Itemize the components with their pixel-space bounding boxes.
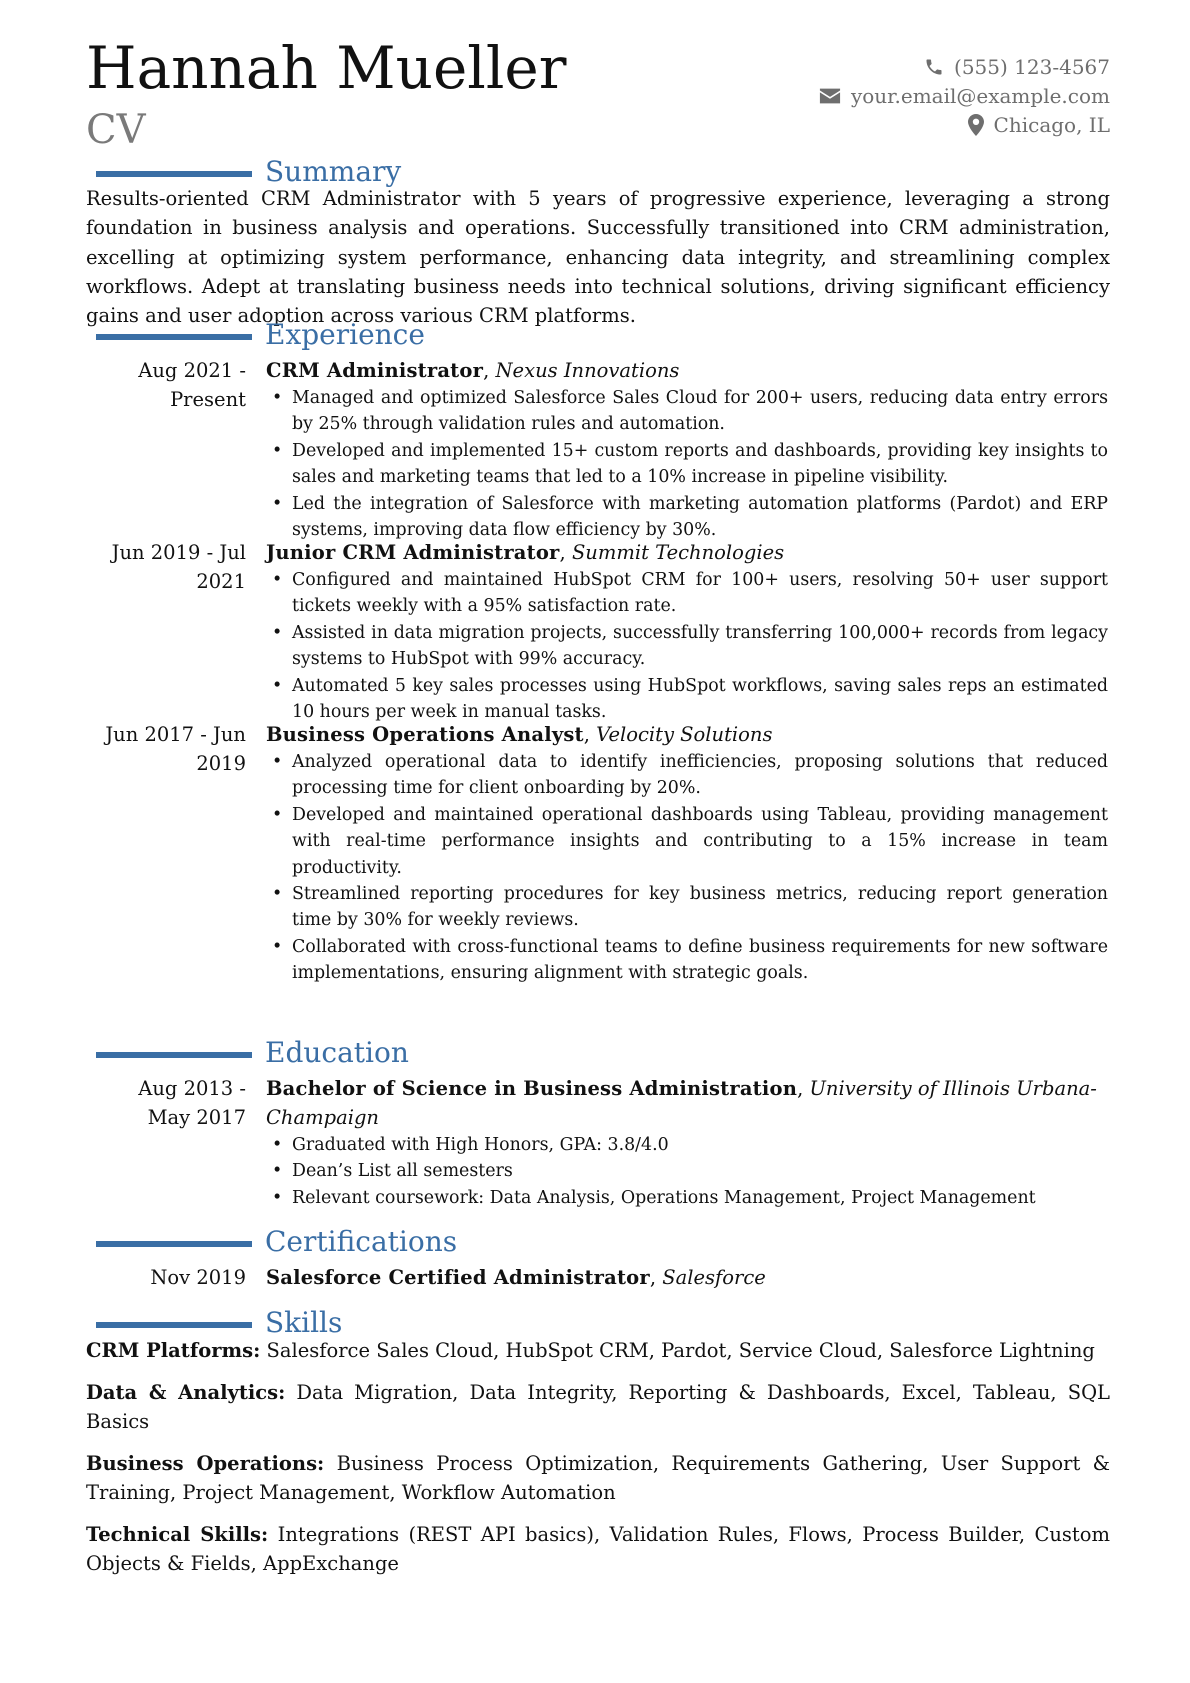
section-rule	[96, 171, 252, 177]
skill-items: Integrations (REST API basics), Validation Rules, Flows, Process Builder, Custom Objects & Fields, AppExchange	[86, 1522, 1110, 1575]
skill-label: Business Operations:	[86, 1451, 325, 1475]
entry-body	[266, 1074, 1108, 1211]
entry-date	[86, 1074, 246, 1132]
entry-date-line: Aug 2021 -	[138, 359, 246, 382]
summary-text: Results-oriented CRM Administrator with 5 years of progressive experience, leveraging a strong foundation in business analysis and operations. Successfully transitioned into CRM administration, excelling at optimizing system performance, enhancing data integrity, and streamlining complex workflows. Adept at translating business needs into technical solutions, driving significant efficiency gains and user adoption across various CRM platforms.	[86, 187, 1110, 328]
entry-bullets	[266, 749, 1108, 987]
section-title-summary: Summary	[265, 155, 402, 188]
section-title-experience: Experience	[265, 318, 425, 351]
section-rule	[96, 1322, 252, 1328]
section-header	[0, 1225, 1190, 1259]
skill-label: Data & Analytics:	[86, 1380, 286, 1404]
bullet-item: • Developed and implemented 15+ custom reports and dashboards, providing key insights to sales and marketing teams that led to a 10% increase in pipeline visibility.	[266, 438, 1108, 491]
bullet-item: • Automated 5 key sales processes using HubSpot workflows, saving sales reps an estimated 10 hours per week in manual tasks.	[266, 673, 1108, 726]
section-title-education: Education	[265, 1036, 409, 1069]
entry-bullets	[266, 1132, 1108, 1211]
section-title-skills: Skills	[265, 1306, 343, 1339]
bullet-item: • Managed and optimized Salesforce Sales Cloud for 200+ users, reducing data entry errors by 25% through validation rules and automation.	[266, 385, 1108, 438]
email-text: your.email@example.com	[850, 83, 1110, 108]
section-header	[0, 1306, 1190, 1340]
entry-org: Salesforce	[662, 1266, 766, 1289]
entry-role: Bachelor of Science in Business Administration	[266, 1077, 798, 1100]
entry-role: Salesforce Certified Administrator	[266, 1266, 650, 1289]
entry-date-line: Jun 2017 - Jun	[105, 723, 246, 746]
entry-date-line: 2019	[196, 752, 246, 775]
contact-phone	[819, 52, 1110, 81]
bullet-item: • Analyzed operational data to identify inefficiencies, proposing solutions that reduced processing time for client onboarding by 20%.	[266, 749, 1108, 802]
location-text: Chicago, IL	[993, 112, 1110, 137]
skill-items: Data Migration, Data Integrity, Reporting & Dashboards, Excel, Tableau, SQL Basics	[86, 1380, 1110, 1433]
entry-heading: Junior CRM Administrator, Summit Technologies	[266, 541, 785, 564]
envelope-icon	[819, 87, 841, 105]
contact-block	[819, 52, 1110, 139]
entry-heading: Salesforce Certified Administrator, Salesforce	[266, 1266, 766, 1289]
entry-body	[266, 1263, 1108, 1292]
entry-bullets	[266, 567, 1108, 725]
entry-date	[86, 720, 246, 778]
section-rule	[96, 1241, 252, 1247]
phone-icon	[924, 57, 944, 77]
skill-label: CRM Platforms:	[86, 1339, 261, 1362]
bullet-item: • Collaborated with cross-functional teams to define business requirements for new software implementations, ensuring alignment with strategic goals.	[266, 934, 1108, 987]
map-pin-icon	[968, 114, 984, 136]
entry-heading: Bachelor of Science in Business Administration, University of Illinois Urbana-Champaign	[266, 1077, 1097, 1129]
entry-role: Junior CRM Administrator	[266, 541, 560, 564]
entry-date-line: May 2017	[147, 1106, 246, 1129]
section-title-certifications: Certifications	[265, 1225, 458, 1258]
skill-group	[86, 1449, 1110, 1508]
skill-items: Business Process Optimization, Requirements Gathering, User Support & Training, Project Management, Workflow Automation	[86, 1451, 1111, 1504]
skill-group	[86, 1520, 1110, 1579]
entry-body	[266, 356, 1108, 543]
entry-date-line: 2021	[196, 570, 246, 593]
skill-group	[86, 1378, 1110, 1437]
entry-heading: CRM Administrator, Nexus Innovations	[266, 359, 680, 382]
contact-email	[819, 81, 1110, 110]
skill-items: Salesforce Sales Cloud, HubSpot CRM, Pardot, Service Cloud, Salesforce Lightning	[266, 1339, 1095, 1362]
entry-bullets	[266, 385, 1108, 543]
bullet-item: • Configured and maintained HubSpot CRM for 100+ users, resolving 50+ user support tickets weekly with a 95% satisfaction rate.	[266, 567, 1108, 620]
skills-list	[86, 1336, 1110, 1591]
bullet-item: • Streamlined reporting procedures for key business metrics, reducing report generation time by 30% for weekly reviews.	[266, 881, 1108, 934]
entry-org: Nexus Innovations	[495, 359, 680, 382]
section-rule	[96, 334, 252, 340]
section-header	[0, 1036, 1190, 1070]
entry-body	[266, 538, 1108, 725]
bullet-item: • Relevant coursework: Data Analysis, Operations Management, Project Management	[266, 1185, 1108, 1211]
entry-org: Velocity Solutions	[596, 723, 773, 746]
entry-body	[266, 720, 1108, 987]
skill-group	[86, 1336, 1110, 1366]
bullet-item: • Graduated with High Honors, GPA: 3.8/4.0	[266, 1132, 1108, 1158]
document-subtitle: CV	[86, 107, 146, 153]
entry-date: Nov 2019	[150, 1266, 246, 1289]
contact-location	[819, 110, 1110, 139]
entry-date	[86, 356, 246, 414]
entry-date-line: Present	[170, 388, 246, 411]
section-header	[0, 318, 1190, 352]
candidate-name: Hannah Mueller	[86, 34, 567, 102]
bullet-item: • Assisted in data migration projects, successfully transferring 100,000+ records from legacy systems to HubSpot with 99% accuracy.	[266, 620, 1108, 673]
entry-org: University of Illinois Urbana-Champaign	[266, 1077, 1097, 1129]
entry-heading: Business Operations Analyst, Velocity Solutions	[266, 723, 773, 746]
skill-label: Technical Skills:	[86, 1522, 269, 1546]
entry-date-line: Jun 2019 - Jul	[111, 541, 246, 564]
entry-role: Business Operations Analyst	[266, 723, 584, 746]
bullet-item: • Dean’s List all semesters	[266, 1158, 1108, 1184]
entry-date	[86, 538, 246, 596]
entry-date-line: Aug 2013 -	[138, 1077, 246, 1100]
bullet-item: • Led the integration of Salesforce with marketing automation platforms (Pardot) and ERP systems, improving data flow efficiency by 30%.	[266, 491, 1108, 544]
entry-org: Summit Technologies	[571, 541, 785, 564]
section-rule	[96, 1052, 252, 1058]
bullet-item: • Developed and maintained operational dashboards using Tableau, providing management with real-time performance insights and contributing to a 15% increase in team productivity.	[266, 802, 1108, 881]
entry-role: CRM Administrator	[266, 359, 484, 382]
phone-text: (555) 123-4567	[954, 54, 1110, 79]
